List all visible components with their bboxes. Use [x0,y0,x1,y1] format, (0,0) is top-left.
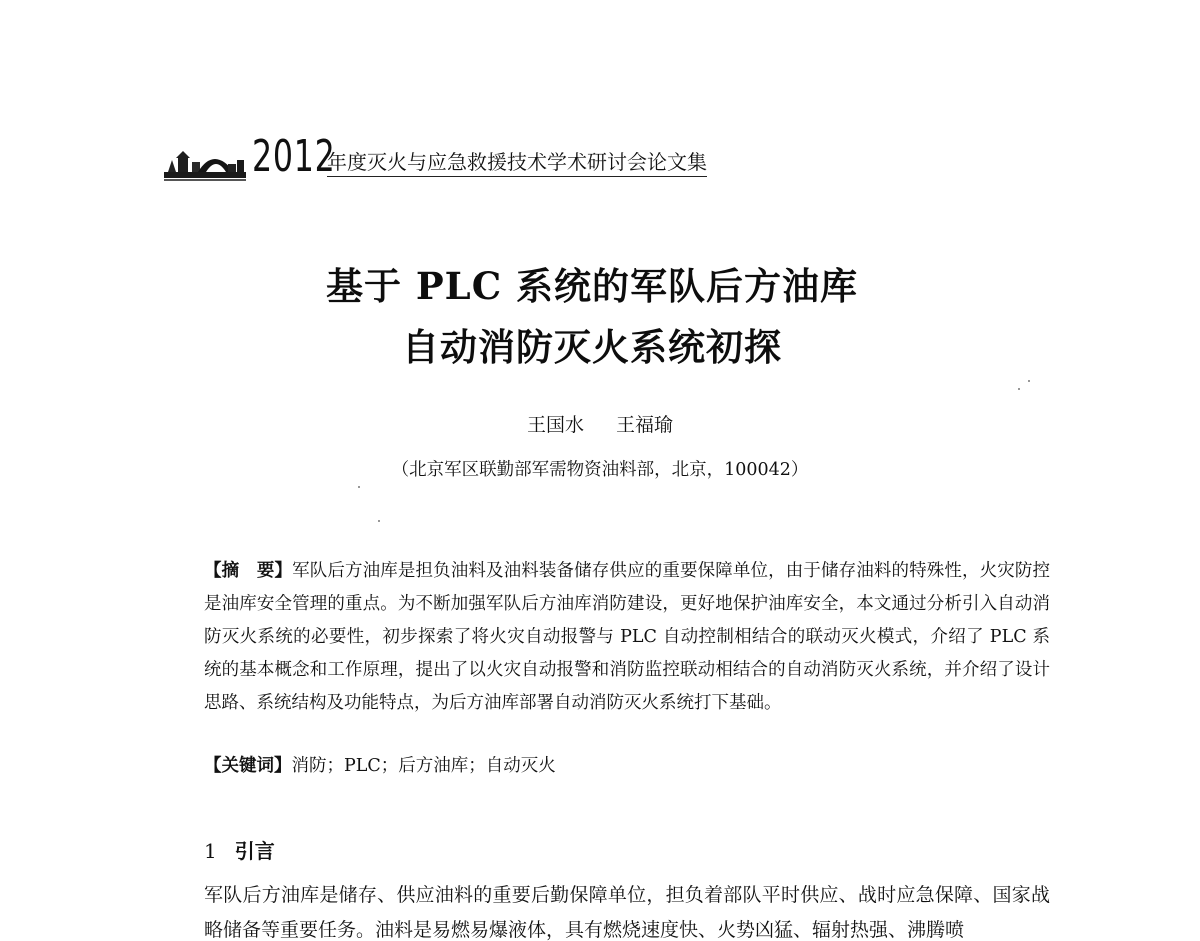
keywords-label: 【关键词】 [204,756,292,776]
author-list [0,410,1200,437]
abstract-label: 【摘 要】 [204,561,293,581]
section-number: 1 [204,839,217,863]
author-name: 王国水 [526,414,584,436]
scan-speck [378,520,380,522]
paper-title-line2: 自动消防灭火系统初探 [402,325,782,369]
scan-speck [1018,388,1020,390]
author-name: 王福瑜 [616,414,674,436]
section-title: 引言 [234,839,275,863]
proceedings-title: 年度灭火与应急救援技术学术研讨会论文集 [327,149,707,177]
conference-skyline-logo [162,142,248,182]
author-affiliation: （北京军区联勤部军需物资油料部，北京，100042） [391,460,809,480]
abstract-text: 军队后方油库是担负油料及油料装备储存供应的重要保障单位，由于储存油料的特殊性，火灾防控是油库安全管理的重点。为不断加强军队后方油库消防建设，更好地保护油库安全，本文通过分析引入自动消防灭火系统的必要性，初步探索了将火灾自动报警与 PLC 自动控制相结合的联动灭火模式，介绍了 PLC 系统的基本概念和工作原理，提出了以火灾自动报警和消防监控联动相结合的自动消防灭火系统，并介绍了设计思路、系统结构及功能特点，为后方油库部署自动消防灭火系统打下基础。 [204,561,1050,713]
abstract-block [168,555,1050,720]
section-heading [204,838,275,864]
paper-title-line1: 基于 PLC 系统的军队后方油库 [325,264,859,308]
keywords-block [204,753,556,779]
scan-speck [358,486,360,488]
section-body [168,878,1050,941]
year-label: 2012 [252,131,336,182]
body-paragraph: 军队后方油库是储存、供应油料的重要后勤保障单位，担负着部队平时供应、战时应急保障、国家战略储备等重要任务。油料是易燃易爆液体，具有燃烧速度快、火势凶猛、辐射热强、沸腾喷 [204,884,1050,941]
scan-speck [1028,380,1030,382]
proceedings-header [162,128,862,188]
keywords-text: 消防；PLC；后方油库；自动灭火 [291,756,556,776]
